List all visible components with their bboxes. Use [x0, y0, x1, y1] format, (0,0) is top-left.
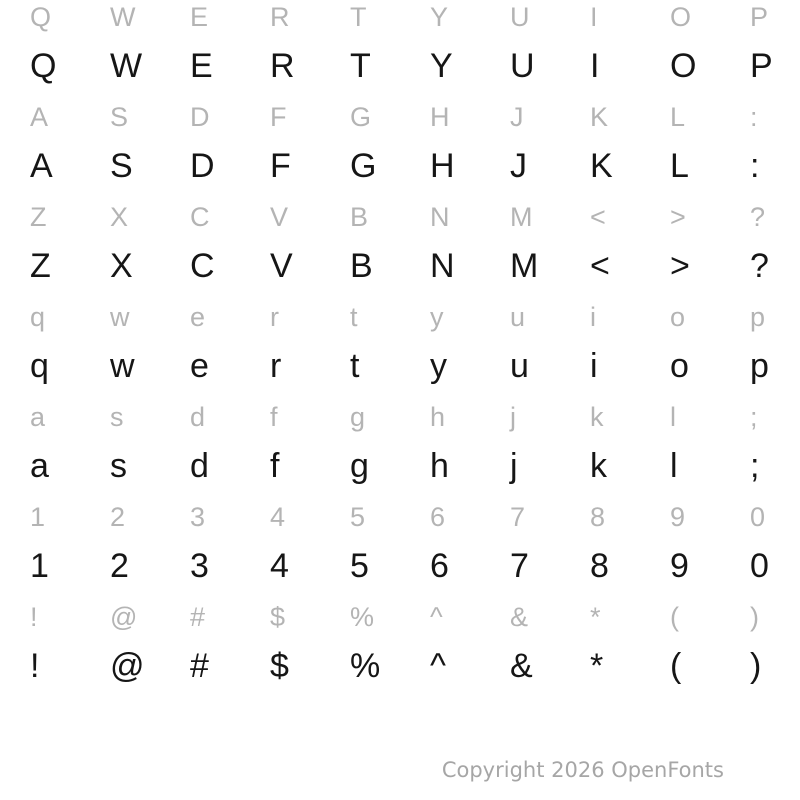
main-line [30, 349, 800, 383]
ghost-glyph: ? [750, 202, 766, 232]
ghost-glyph: % [350, 602, 375, 632]
main-glyph: A [30, 147, 53, 185]
main-glyph: ; [750, 447, 760, 485]
ghost-line [30, 4, 800, 31]
ghost-glyph: 9 [670, 502, 686, 532]
main-glyph: % [350, 647, 381, 685]
main-glyph: 2 [110, 547, 129, 585]
main-glyph: L [670, 147, 689, 185]
ghost-glyph: > [670, 202, 686, 232]
ghost-glyph: a [30, 402, 46, 432]
ghost-glyph: K [590, 102, 609, 132]
main-glyph: S [110, 147, 133, 185]
ghost-glyph: w [110, 302, 130, 332]
ghost-glyph: F [270, 102, 287, 132]
main-glyph: P [750, 47, 773, 85]
main-glyph: T [350, 47, 371, 85]
main-glyph: F [270, 147, 291, 185]
main-glyph: l [670, 447, 678, 485]
main-glyph: q [30, 347, 49, 385]
ghost-glyph: d [190, 402, 206, 432]
main-glyph: t [350, 347, 360, 385]
main-line [30, 149, 800, 183]
ghost-glyph: O [670, 2, 692, 32]
ghost-glyph: E [190, 2, 209, 32]
main-glyph: ! [30, 647, 40, 685]
main-glyph: 6 [430, 547, 449, 585]
main-glyph: u [510, 347, 529, 385]
ghost-glyph: C [190, 202, 210, 232]
main-glyph: * [590, 647, 604, 685]
ghost-glyph: s [110, 402, 124, 432]
main-line [30, 649, 800, 683]
ghost-glyph: ^ [430, 602, 443, 632]
ghost-glyph: * [590, 602, 601, 632]
main-glyph: J [510, 147, 527, 185]
main-glyph: N [430, 247, 455, 285]
ghost-glyph: L [670, 102, 686, 132]
main-glyph: K [590, 147, 613, 185]
main-glyph: y [430, 347, 447, 385]
main-glyph: p [750, 347, 769, 385]
main-glyph: R [270, 47, 295, 85]
main-glyph: s [110, 447, 127, 485]
main-glyph: I [590, 47, 600, 85]
main-line [30, 49, 800, 83]
main-glyph: 9 [670, 547, 689, 585]
main-glyph: # [190, 647, 209, 685]
copyright-text: Copyright 2026 OpenFonts [441, 758, 724, 782]
ghost-line [30, 304, 800, 331]
main-glyph: h [430, 447, 449, 485]
main-glyph: 0 [750, 547, 769, 585]
main-glyph: d [190, 447, 209, 485]
ghost-glyph: 2 [110, 502, 126, 532]
main-glyph: i [590, 347, 598, 385]
main-line [30, 249, 800, 283]
ghost-glyph: X [110, 202, 129, 232]
ghost-glyph: U [510, 2, 530, 32]
ghost-glyph: h [430, 402, 446, 432]
main-glyph: 7 [510, 547, 529, 585]
ghost-glyph: 3 [190, 502, 206, 532]
ghost-line [30, 404, 800, 431]
ghost-glyph: Z [30, 202, 47, 232]
ghost-glyph: M [510, 202, 533, 232]
main-glyph: e [190, 347, 209, 385]
ghost-glyph: G [350, 102, 372, 132]
ghost-glyph: 6 [430, 502, 446, 532]
ghost-line [30, 504, 800, 531]
ghost-line [30, 604, 800, 631]
ghost-line [30, 204, 800, 231]
ghost-glyph: i [590, 302, 596, 332]
ghost-glyph: V [270, 202, 289, 232]
main-glyph: Z [30, 247, 51, 285]
ghost-glyph: P [750, 2, 769, 32]
main-glyph: : [750, 147, 760, 185]
ghost-glyph: D [190, 102, 210, 132]
char-row-block-lowercase-qwerty [0, 300, 800, 400]
main-glyph: j [510, 447, 518, 485]
ghost-glyph: : [750, 102, 758, 132]
main-glyph: V [270, 247, 293, 285]
main-glyph: H [430, 147, 455, 185]
ghost-glyph: y [430, 302, 444, 332]
main-line [30, 449, 800, 483]
ghost-glyph: H [430, 102, 450, 132]
ghost-glyph: k [590, 402, 604, 432]
main-glyph: ( [670, 647, 682, 685]
char-row-block-lowercase-asdf [0, 400, 800, 500]
main-glyph: & [510, 647, 533, 685]
ghost-glyph: j [510, 402, 516, 432]
ghost-glyph: l [670, 402, 676, 432]
char-row-block-digits [0, 500, 800, 600]
ghost-glyph: ; [750, 402, 758, 432]
ghost-glyph: e [190, 302, 206, 332]
main-glyph: ? [750, 247, 769, 285]
main-glyph: ^ [430, 647, 446, 685]
main-glyph: @ [110, 647, 145, 685]
ghost-glyph: J [510, 102, 524, 132]
ghost-glyph: S [110, 102, 129, 132]
char-row-block-uppercase-asdf [0, 100, 800, 200]
main-glyph: 4 [270, 547, 289, 585]
ghost-glyph: r [270, 302, 279, 332]
main-glyph: ) [750, 647, 762, 685]
ghost-glyph: N [430, 202, 450, 232]
main-glyph: Q [30, 47, 57, 85]
ghost-glyph: 8 [590, 502, 606, 532]
main-glyph: W [110, 47, 143, 85]
ghost-glyph: ! [30, 602, 38, 632]
main-glyph: $ [270, 647, 289, 685]
main-glyph: D [190, 147, 215, 185]
main-glyph: O [670, 47, 697, 85]
main-glyph: Y [430, 47, 453, 85]
main-glyph: 1 [30, 547, 49, 585]
ghost-glyph: o [670, 302, 686, 332]
main-glyph: G [350, 147, 377, 185]
ghost-glyph: 0 [750, 502, 766, 532]
ghost-glyph: # [190, 602, 206, 632]
main-glyph: E [190, 47, 213, 85]
main-glyph: 8 [590, 547, 609, 585]
ghost-glyph: R [270, 2, 290, 32]
ghost-glyph: Q [30, 2, 52, 32]
ghost-glyph: p [750, 302, 766, 332]
main-glyph: o [670, 347, 689, 385]
ghost-glyph: I [590, 2, 598, 32]
ghost-glyph: A [30, 102, 49, 132]
main-glyph: > [670, 247, 690, 285]
ghost-glyph: ) [750, 602, 759, 632]
ghost-glyph: T [350, 2, 367, 32]
main-glyph: g [350, 447, 369, 485]
ghost-glyph: t [350, 302, 358, 332]
ghost-glyph: ( [670, 602, 679, 632]
ghost-glyph: W [110, 2, 136, 32]
main-glyph: X [110, 247, 133, 285]
ghost-glyph: B [350, 202, 369, 232]
char-row-block-symbols [0, 600, 800, 700]
ghost-glyph: 1 [30, 502, 46, 532]
ghost-glyph: q [30, 302, 46, 332]
ghost-glyph: Y [430, 2, 449, 32]
char-row-block-uppercase-zxcv [0, 200, 800, 300]
main-glyph: 3 [190, 547, 209, 585]
ghost-glyph: 5 [350, 502, 366, 532]
ghost-glyph: 4 [270, 502, 286, 532]
main-glyph: U [510, 47, 535, 85]
main-glyph: a [30, 447, 49, 485]
ghost-glyph: 7 [510, 502, 526, 532]
main-glyph: B [350, 247, 373, 285]
ghost-glyph: & [510, 602, 529, 632]
ghost-glyph: g [350, 402, 366, 432]
main-glyph: 5 [350, 547, 369, 585]
char-row-block-uppercase-qwerty [0, 0, 800, 100]
ghost-glyph: u [510, 302, 526, 332]
main-glyph: r [270, 347, 282, 385]
ghost-line [30, 104, 800, 131]
ghost-glyph: $ [270, 602, 286, 632]
main-glyph: f [270, 447, 280, 485]
main-glyph: C [190, 247, 215, 285]
main-glyph: w [110, 347, 135, 385]
main-glyph: k [590, 447, 607, 485]
main-line [30, 549, 800, 583]
ghost-glyph: f [270, 402, 278, 432]
ghost-glyph: @ [110, 602, 138, 632]
main-glyph: < [590, 247, 610, 285]
main-glyph: M [510, 247, 539, 285]
ghost-glyph: < [590, 202, 606, 232]
